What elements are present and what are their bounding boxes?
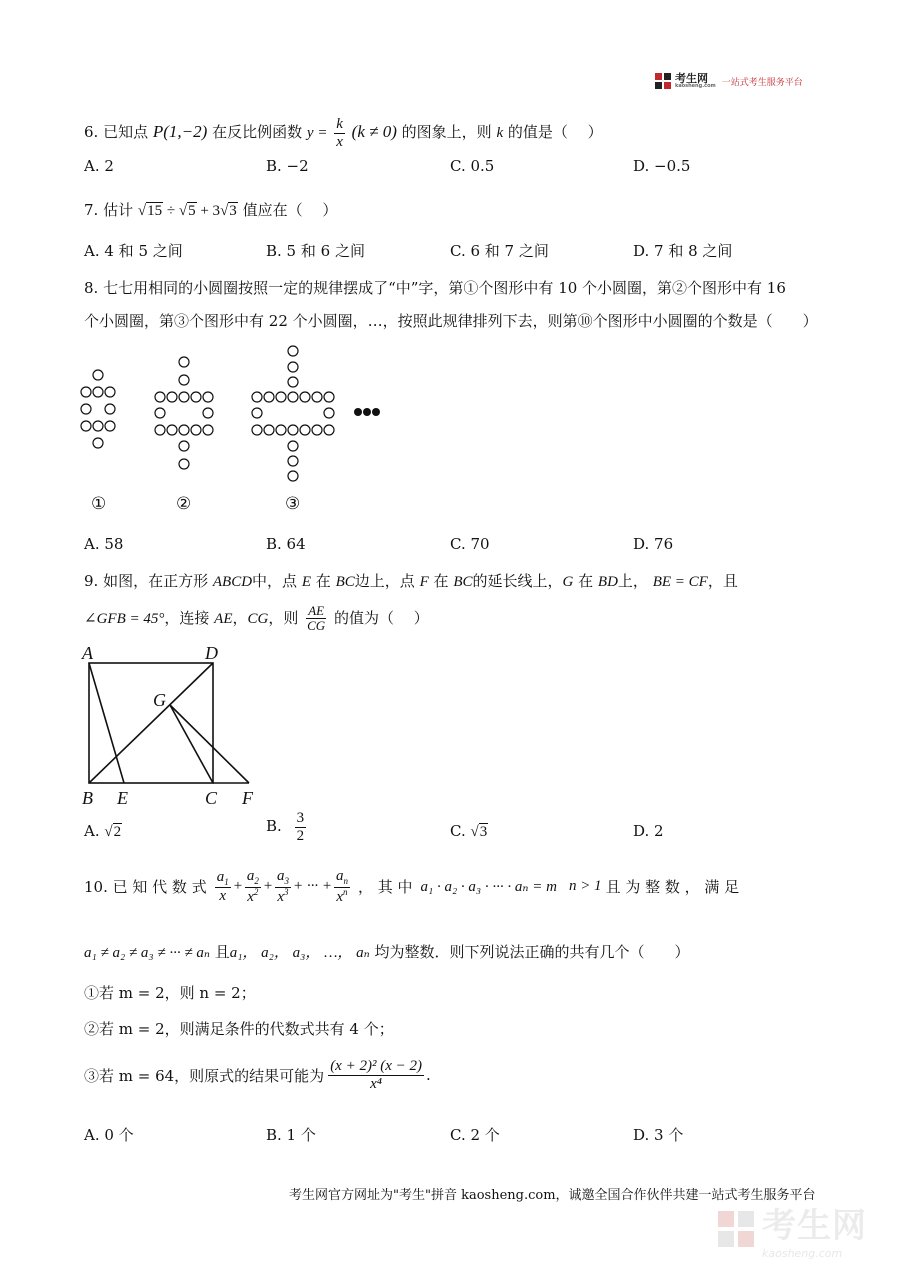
q9-stem-line2: ∠GFB = 45°，连接 AE，CG，则 $\frac{AE}{CG}$ 的值为（ ） [84, 603, 429, 634]
q7-stem [84, 199, 337, 220]
q9-stem-line1: 9. 如图，在正方形 ABCD中，点 E 在 BC边上，点 F 在 BC的延长线上，G 在 BD上， BE = CF，且 [84, 572, 738, 590]
q8-stem-line2: 个小圆圈，第③个图形中有 22 个小圆圈，…，按照此规律排列下去，则第⑩个图形中小圆圈的个数是（ ） [84, 312, 818, 330]
q8-stem-line1: 8. 七七用相同的小圆圈按照一定的规律摆成了“中”字，第①个图形中有 10 个小圆圈，第②个图形中有 16 [84, 279, 786, 297]
q10-stem-line2: a₁ ≠ a₂ ≠ a₃ ≠ ··· ≠ aₙ 且a₁， a₂， a₃， …， aₙ 均为整数．则下列说法正确的共有几个（ ） [84, 943, 690, 961]
q8-figure-3 [252, 346, 334, 481]
segment-gc [170, 705, 213, 783]
point-a-label: A [82, 644, 93, 663]
q9-option-a[interactable]: A. √2 [84, 822, 122, 840]
q6-option-b[interactable]: B. −2 [266, 157, 309, 175]
q7-number: 7. [84, 201, 99, 219]
watermark-domain: kaosheng.com [762, 1247, 843, 1260]
q8-option-a[interactable]: A. 58 [84, 535, 124, 553]
q10-option-d[interactable]: D. 3 个 [633, 1126, 684, 1144]
q7-option-b[interactable]: B. 5 和 6 之间 [266, 242, 365, 260]
q6-number: 6. [84, 123, 99, 141]
q6-option-a[interactable]: A. 2 [84, 157, 114, 175]
brand-logo-icon [654, 72, 672, 90]
q8-option-c[interactable]: C. 70 [450, 535, 490, 553]
watermark [716, 1198, 867, 1260]
q9-option-c[interactable]: C. √3 [450, 822, 488, 840]
point-e-label: E [117, 788, 128, 808]
q7-expression: √15 ÷ √5 + 3√3 [137, 203, 237, 219]
q8-circle-figures [76, 340, 396, 520]
q6-condition: (k ≠ 0) [351, 122, 397, 141]
diagonal-bd [89, 663, 213, 783]
segment-gf [170, 705, 249, 783]
q7-option-d[interactable]: D. 7 和 8 之间 [633, 242, 733, 260]
q7-text: 估计 [103, 201, 134, 219]
header-logo [654, 72, 803, 90]
q10-stem-line1: 10. 已 知 代 数 式 $\frac{a_1}{x}$ + $\frac{a_2}{x^2}$ + $\frac{a_3}{x^3}$ + ··· + $\frac{a_n}{x^n}$ ， 其 中 a₁ · a₂ · a₃ · ··· · aₙ = m n > 1 且 为 整 数 ， 满 足 [84, 868, 740, 905]
q6-text: 的图象上，则 [401, 123, 492, 141]
q6-text: 在反比例函数 [212, 123, 303, 141]
q9-option-b[interactable]: B. $\frac{3}{2}$ [266, 810, 305, 844]
q6-text: 已知点 [103, 123, 149, 141]
q6-var: k [496, 125, 504, 141]
point-f-label: F [242, 788, 253, 808]
q6-option-c[interactable]: C. 0.5 [450, 157, 495, 175]
q6-text: 的值是（ ） [507, 123, 603, 141]
point-d-label: D [205, 644, 218, 663]
q10-statement-3: ③若 m = 64，则原式的结果可能为 $\frac{\text{(x + 2)² (x − 2)}}{\text{x⁴}}$ . [84, 1058, 431, 1092]
q10-option-a[interactable]: A. 0 个 [84, 1126, 134, 1144]
watermark-logo-icon [716, 1209, 756, 1249]
q6-func: y = [306, 125, 328, 141]
q8-figure-label-2: ② [176, 494, 192, 514]
q6-stem [84, 116, 603, 150]
q6-fraction: $\frac{k}{x}$ [336, 116, 343, 150]
q8-figure-1 [81, 370, 115, 448]
brand-name: 考生网 [675, 72, 708, 85]
q7-option-c[interactable]: C. 6 和 7 之间 [450, 242, 549, 260]
q8-option-d[interactable]: D. 76 [633, 535, 674, 553]
q7-text: 值应在（ ） [242, 201, 338, 219]
point-g-label: G [153, 690, 166, 710]
q10-option-c[interactable]: C. 2 个 [450, 1126, 500, 1144]
watermark-text: 考生网 [762, 1206, 867, 1246]
q10-statement-2: ②若 m = 2，则满足条件的代数式共有 4 个； [84, 1020, 394, 1038]
q6-point: P(1,−2) [152, 122, 208, 141]
q8-option-b[interactable]: B. 64 [266, 535, 306, 553]
q8-figure-label-3: ③ [285, 494, 301, 514]
q8-ellipsis-icon [354, 408, 380, 416]
brand-slogan: 一站式考生服务平台 [721, 77, 803, 88]
q10-statement-1: ①若 m = 2，则 n = 2； [84, 984, 256, 1002]
q6-option-d[interactable]: D. −0.5 [633, 157, 691, 175]
point-c-label: C [205, 788, 218, 808]
brand-domain: kaosheng.com [675, 83, 716, 89]
point-b-label: B [82, 788, 93, 808]
q10-algebraic-sum: $\frac{a_1}{x}$ + $\frac{a_2}{x^2}$ + $\frac{a_3}{x^3}$ + ··· + $\frac{a_n}{x^n}$ [216, 868, 348, 905]
q9-geometry-figure [78, 644, 268, 810]
q9-option-d[interactable]: D. 2 [633, 822, 664, 840]
q8-figure-2 [155, 357, 213, 469]
q10-option-b[interactable]: B. 1 个 [266, 1126, 316, 1144]
q7-option-a[interactable]: A. 4 和 5 之间 [84, 242, 183, 260]
footer-text: 考生网官方网址为"考生"拼音 kaosheng.com，诚邀全国合作伙伴共建一站式考生服务平台 [289, 1188, 816, 1203]
q8-figure-label-1: ① [91, 494, 107, 514]
q9-fraction: $\frac{AE}{CG}$ [307, 603, 326, 634]
